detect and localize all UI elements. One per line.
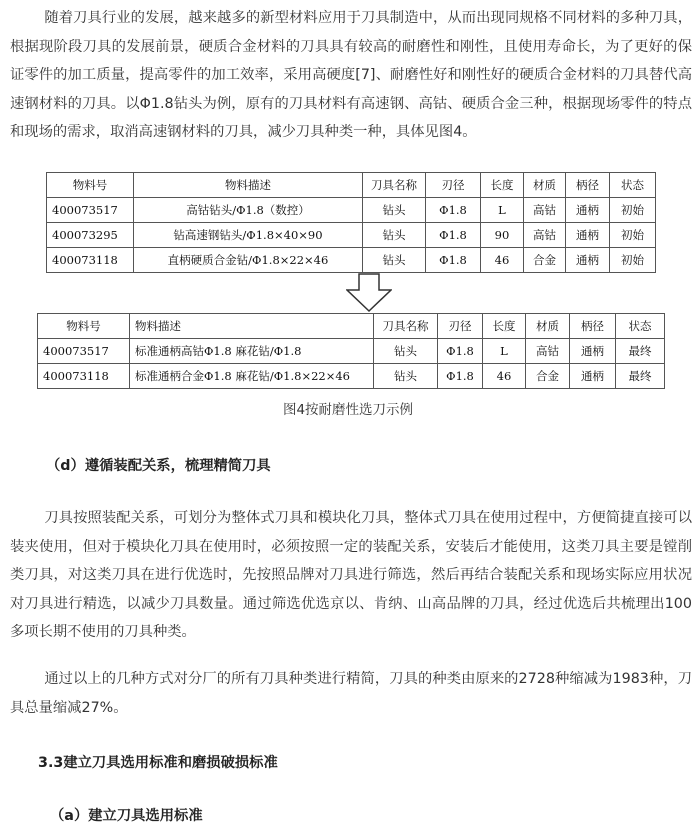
cell-material: 合金 (524, 248, 566, 273)
header-tool-name: 刀具名称 (363, 173, 426, 198)
cell-material-no: 400073118 (38, 364, 130, 389)
header-material-no: 物料号 (38, 314, 130, 339)
cell-tool-name: 钻头 (374, 339, 438, 364)
table-row (47, 198, 656, 223)
figure-caption: 图4按耐磨性选刀示例 (282, 402, 414, 418)
cell-status: 初始 (610, 248, 656, 273)
cell-description: 标准通柄合金Φ1.8 麻花钻/Φ1.8×22×46 (130, 364, 374, 389)
cell-status: 初始 (610, 198, 656, 223)
cell-length: 90 (481, 223, 524, 248)
header-material-no: 物料号 (47, 173, 134, 198)
cell-tool-name: 钻头 (363, 248, 426, 273)
table-row (47, 248, 656, 273)
cell-material-no: 400073295 (47, 223, 134, 248)
cell-tool-name: 钻头 (363, 223, 426, 248)
table-before (46, 172, 656, 273)
header-description: 物料描述 (130, 314, 374, 339)
cell-material: 合金 (526, 364, 570, 389)
header-material: 材质 (526, 314, 570, 339)
table-header-row (47, 173, 656, 198)
cell-diameter: Φ1.8 (438, 339, 483, 364)
cell-length: 46 (483, 364, 526, 389)
header-diameter: 刃径 (426, 173, 481, 198)
cell-shank: 通柄 (570, 339, 616, 364)
header-status: 状态 (616, 314, 665, 339)
down-arrow-icon (346, 273, 392, 313)
cell-description: 标准通柄高钴Φ1.8 麻花钻/Φ1.8 (130, 339, 374, 364)
cell-tool-name: 钻头 (363, 198, 426, 223)
cell-description: 直柄硬质合金钻/Φ1.8×22×46 (134, 248, 363, 273)
cell-material-no: 400073118 (47, 248, 134, 273)
header-material: 材质 (524, 173, 566, 198)
cell-description: 高钴钻头/Φ1.8（数控） (134, 198, 363, 223)
cell-material: 高钴 (524, 198, 566, 223)
cell-material-no: 400073517 (47, 198, 134, 223)
header-shank: 柄径 (570, 314, 616, 339)
cell-status: 最终 (616, 364, 665, 389)
cell-shank: 通柄 (566, 248, 610, 273)
cell-tool-name: 钻头 (374, 364, 438, 389)
cell-material: 高钴 (524, 223, 566, 248)
cell-diameter: Φ1.8 (426, 248, 481, 273)
table-after (37, 313, 665, 389)
header-length: 长度 (481, 173, 524, 198)
cell-length: L (481, 198, 524, 223)
cell-diameter: Φ1.8 (426, 223, 481, 248)
cell-shank: 通柄 (566, 198, 610, 223)
section-heading-a: （a）建立刀具选用标准 (50, 808, 203, 824)
summary-paragraph: 通过以上的几种方式对分厂的所有刀具种类进行精简，刀具的种类由原来的2728种缩减为1983种，刀具总量缩减27%。 (10, 671, 692, 716)
header-status: 状态 (610, 173, 656, 198)
cell-shank: 通柄 (570, 364, 616, 389)
cell-length: 46 (481, 248, 524, 273)
section-heading-3-3: 3.3建立刀具选用标准和磨损破损标准 (38, 755, 278, 771)
cell-description: 钻高速钢钻头/Φ1.8×40×90 (134, 223, 363, 248)
cell-material-no: 400073517 (38, 339, 130, 364)
header-tool-name: 刀具名称 (374, 314, 438, 339)
cell-status: 最终 (616, 339, 665, 364)
table-row (38, 364, 665, 389)
cell-length: L (483, 339, 526, 364)
section-heading-d: （d）遵循装配关系，梳理精简刀具 (46, 458, 271, 474)
intro-paragraph: 随着刀具行业的发展，越来越多的新型材料应用于刀具制造中，从而出现同规格不同材料的多种刀具，根据现阶段刀具的发展前景，硬质合金材料的刀具具有较高的耐磨性和刚性，且使用寿命长，为了更好的保证零件的加工质量，提高零件的加工效率，采用高硬度[7]、耐磨性好和刚性好的硬质合金材料的刀具替代高速钢材料的刀具。以Φ1.8钻头为例，原有的刀具材料有高速钢、高钴、硬质合金三种，根据现场零件的特点和现场的需求，取消高速钢材料的刀具，减少刀具种类一种，具体见图4。 (10, 10, 692, 140)
header-length: 长度 (483, 314, 526, 339)
header-description: 物料描述 (134, 173, 363, 198)
table-header-row (38, 314, 665, 339)
cell-diameter: Φ1.8 (438, 364, 483, 389)
header-diameter: 刃径 (438, 314, 483, 339)
cell-material: 高钴 (526, 339, 570, 364)
cell-status: 初始 (610, 223, 656, 248)
header-shank: 柄径 (566, 173, 610, 198)
assembly-paragraph: 刀具按照装配关系，可划分为整体式刀具和模块化刀具，整体式刀具在使用过程中，方便简捷直接可以装夹使用，但对于模块化刀具在使用时，必须按照一定的装配关系，安装后才能使用，这类刀具主要是镗削类刀具，对这类刀具在进行优选时，先按照品牌对刀具进行筛选，然后再结合装配关系和现场实际应用状况对刀具进行精选，以减少刀具数量。通过筛选优选京以、肯纳、山高品牌的刀具，经过优选后共梳理出100多项长期不使用的刀具种类。 (10, 510, 692, 640)
cell-shank: 通柄 (566, 223, 610, 248)
table-row (47, 223, 656, 248)
cell-diameter: Φ1.8 (426, 198, 481, 223)
table-row (38, 339, 665, 364)
